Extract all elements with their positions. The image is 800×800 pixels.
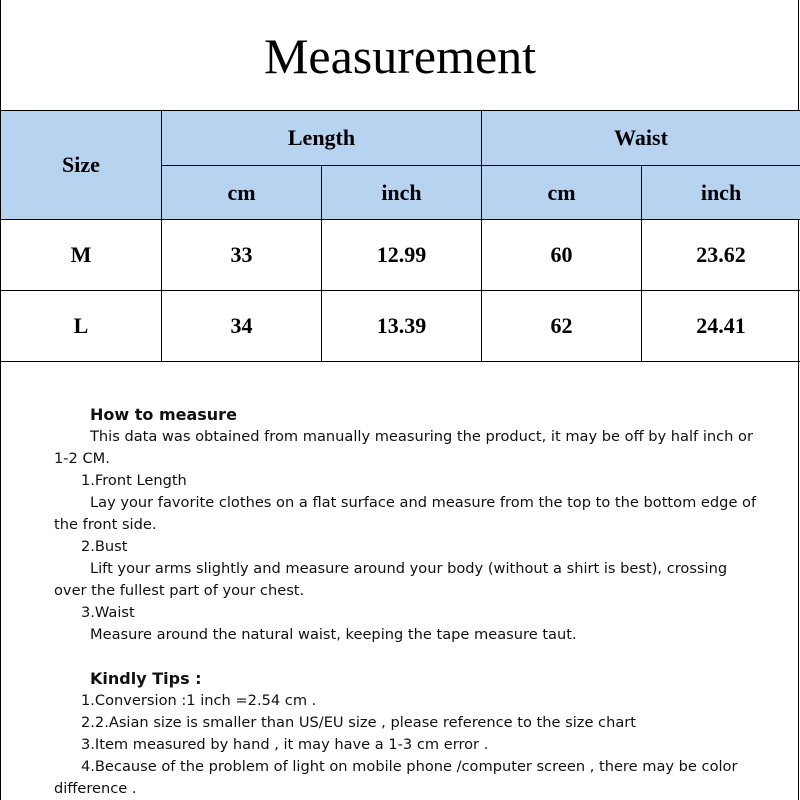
tip-item: 3.Item measured by hand , it may have a 1-3 cm error .: [81, 736, 489, 753]
table-row: [1, 291, 800, 362]
kindly-tips-heading: Kindly Tips :: [90, 669, 202, 688]
value-cell: 12.99: [322, 220, 482, 291]
value-cell: 24.41: [642, 291, 800, 362]
size-cell: M: [1, 220, 162, 291]
how-to-measure-intro: This data was obtained from manually measuring the product, it may be off by half inch or 1-2 CM.: [54, 428, 753, 467]
tip-item: 1.Conversion :1 inch =2.54 cm .: [81, 692, 317, 709]
step-title: 1.Front Length: [81, 472, 187, 489]
step-text: Lay your favorite clothes on a flat surface and measure from the top to the bottom edge of the front side.: [54, 494, 757, 533]
step-title: 2.Bust: [81, 538, 128, 555]
unit-header: cm: [482, 166, 642, 220]
tip-item: 4.Because of the problem of light on mobile phone /computer screen , there may be color difference .: [54, 758, 738, 797]
value-cell: 60: [482, 220, 642, 291]
length-group-header: Length: [162, 111, 482, 166]
value-cell: 23.62: [642, 220, 800, 291]
unit-header: inch: [322, 166, 482, 220]
value-cell: 62: [482, 291, 642, 362]
value-cell: 13.39: [322, 291, 482, 362]
waist-group-header: Waist: [482, 111, 800, 166]
table-row: [1, 220, 800, 291]
size-chart-table: [0, 110, 800, 362]
tip-item: 2.2.Asian size is smaller than US/EU size , please reference to the size chart: [81, 714, 636, 731]
table-header-row: [1, 111, 800, 166]
page-title: Measurement: [263, 28, 537, 84]
size-column-header: Size: [1, 111, 162, 220]
value-cell: 34: [162, 291, 322, 362]
how-to-measure-heading: How to measure: [90, 405, 237, 424]
measurement-notes: [54, 404, 764, 800]
step-title: 3.Waist: [81, 604, 135, 621]
unit-header: cm: [162, 166, 322, 220]
value-cell: 33: [162, 220, 322, 291]
unit-header: inch: [642, 166, 800, 220]
step-text: Measure around the natural waist, keeping the tape measure taut.: [90, 626, 577, 643]
step-text: Lift your arms slightly and measure around your body (without a shirt is best), crossing over the fullest part of your chest.: [54, 560, 728, 599]
size-cell: L: [1, 291, 162, 362]
